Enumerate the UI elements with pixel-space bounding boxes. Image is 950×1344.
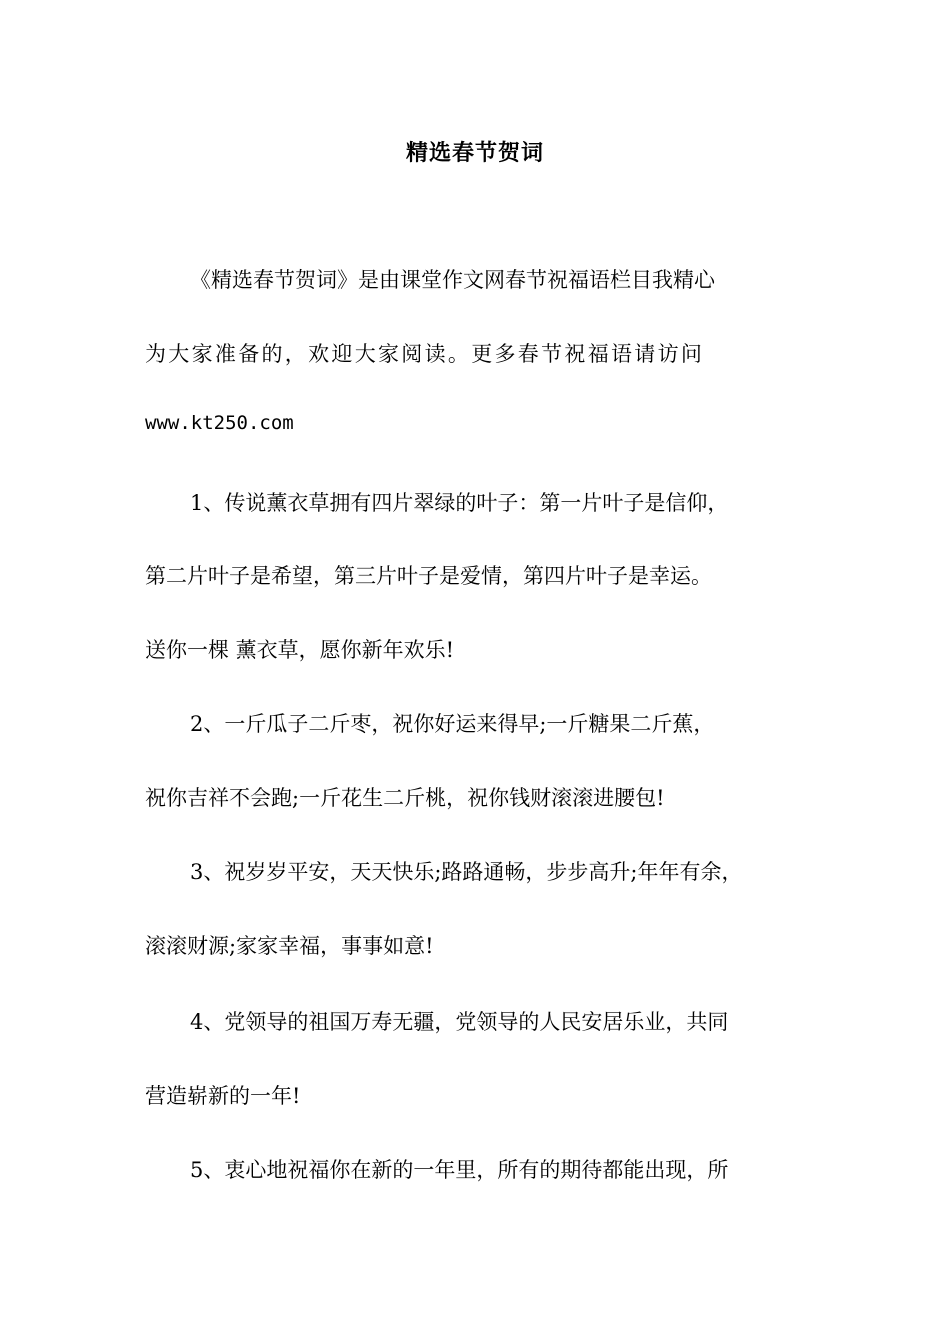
greeting-4-line-2: 营造崭新的一年! [145,1084,301,1108]
greeting-3-line-1: 3、祝岁岁平安，天天快乐;路路通畅，步步高升;年年有余， [190,860,743,884]
website-url: www.kt250.com [145,412,294,434]
greeting-1-line-3: 送你一棵 薰衣草，愿你新年欢乐! [145,638,455,662]
intro-line-1: 《精选春节贺词》是由课堂作文网春节祝福语栏目我精心 [190,268,715,292]
intro-line-2: 为大家准备的，欢迎大家阅读。更多春节祝福语请访问 [145,342,705,366]
greeting-2-line-1: 2、一斤瓜子二斤枣，祝你好运来得早;一斤糖果二斤蕉， [190,712,715,736]
greeting-1-line-2: 第二片叶子是希望，第三片叶子是爱情，第四片叶子是幸运。 [145,564,712,588]
greeting-2-line-2: 祝你吉祥不会跑;一斤花生二斤桃，祝你钱财滚滚进腰包! [145,786,665,810]
greeting-4-line-1: 4、党领导的祖国万寿无疆，党领导的人民安居乐业，共同 [190,1010,729,1034]
document-title: 精选春节贺词 [405,140,544,166]
greeting-3-line-2: 滚滚财源;家家幸福，事事如意! [145,934,434,958]
greeting-1-line-1: 1、传说薰衣草拥有四片翠绿的叶子：第一片叶子是信仰， [190,491,729,515]
greeting-5-line-1: 5、衷心地祝福你在新的一年里，所有的期待都能出现，所 [190,1158,729,1182]
